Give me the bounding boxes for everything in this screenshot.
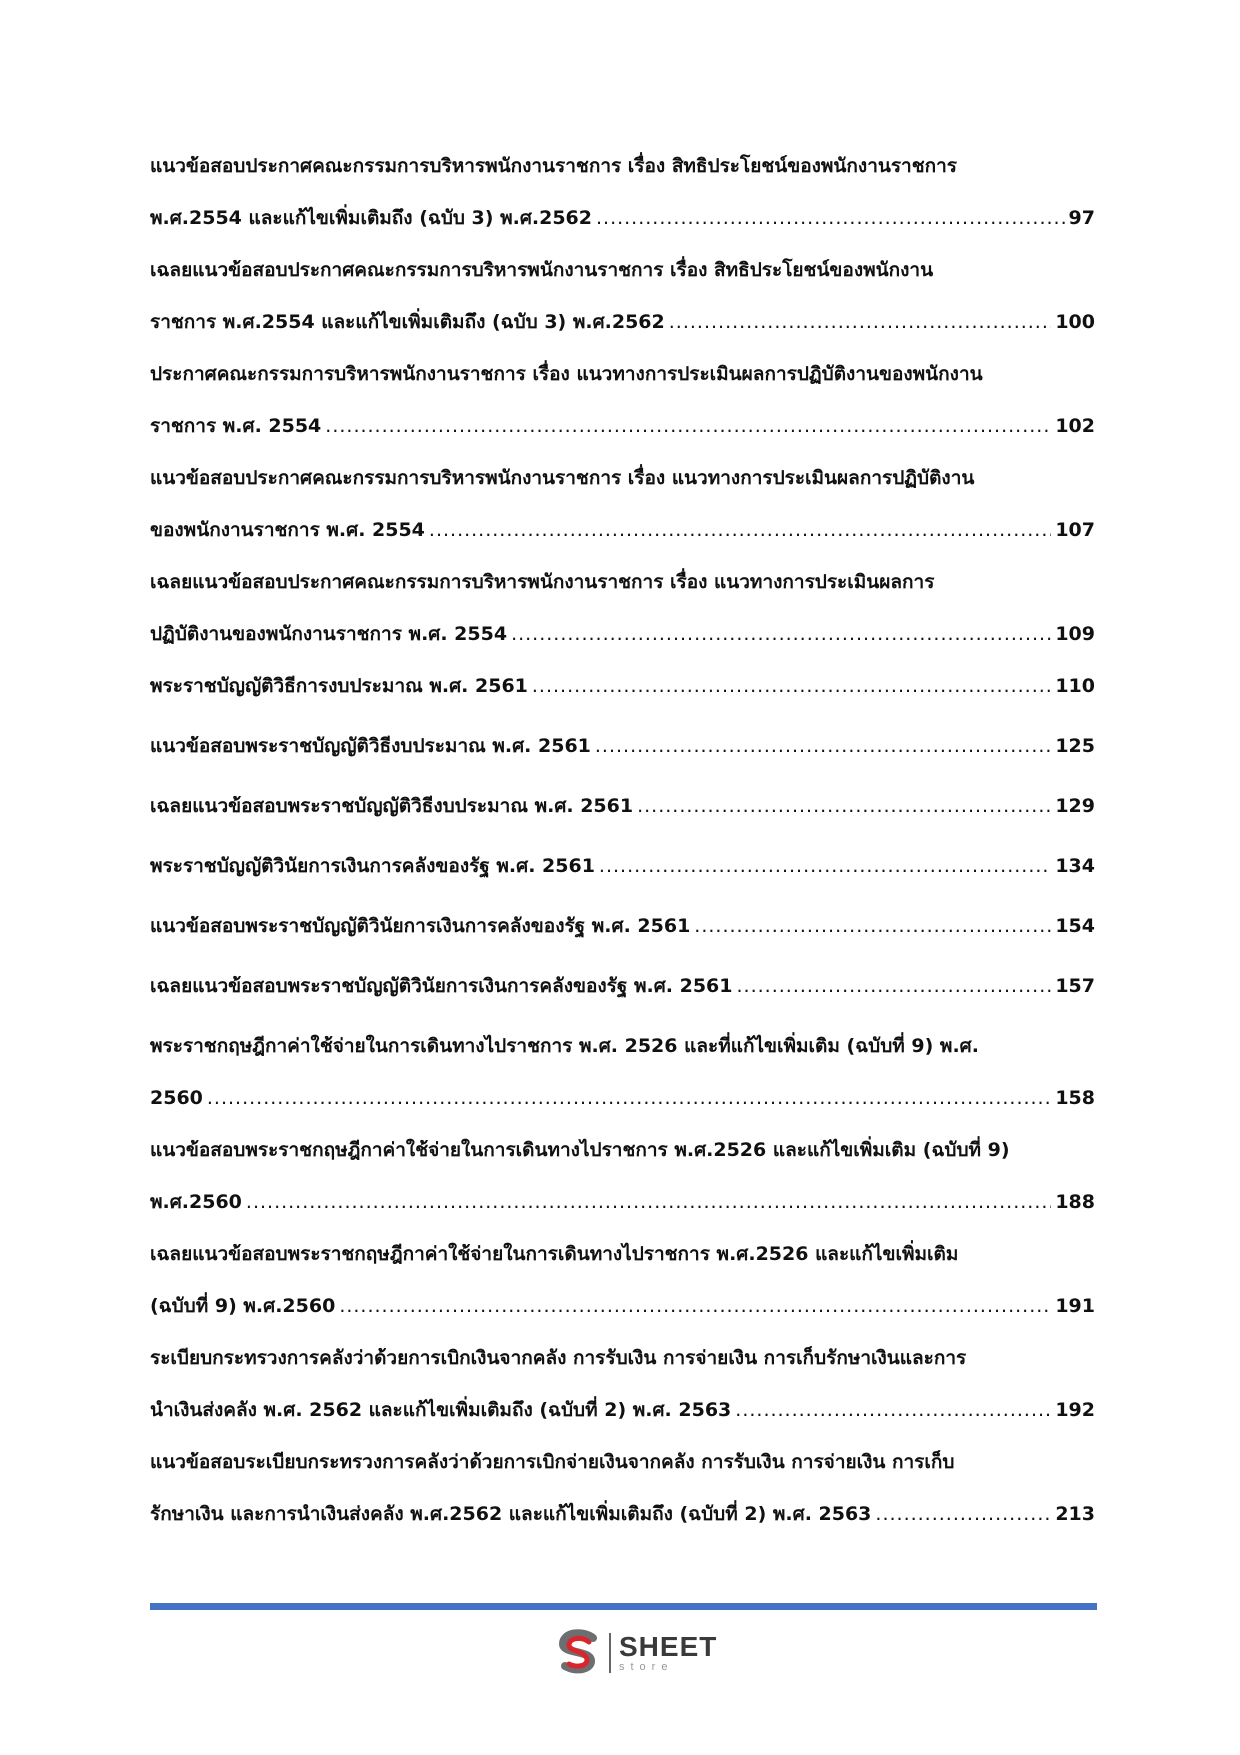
toc-leader-dots bbox=[735, 1384, 1051, 1436]
toc-page-number: 100 bbox=[1055, 311, 1095, 333]
toc-page-number: 188 bbox=[1055, 1191, 1095, 1213]
toc-entry-title-end: รักษาเงิน และการนำเงินส่งคลัง พ.ศ.2562 และแก้ไขเพิ่มเติมถึง (ฉบับที่ 2) พ.ศ. 2563 bbox=[150, 1503, 872, 1525]
toc-entry[interactable] bbox=[150, 1020, 1095, 1124]
toc-entry-title-end: แนวข้อสอบพระราชบัญญัติวิธีงบประมาณ พ.ศ. 2561 bbox=[150, 735, 591, 757]
toc-leader-dots bbox=[339, 1280, 1051, 1332]
toc-page-number: 125 bbox=[1055, 735, 1095, 757]
toc-page-number: 158 bbox=[1055, 1087, 1095, 1109]
sheet-store-logo bbox=[553, 1625, 717, 1681]
toc-leader-dots bbox=[596, 192, 1065, 244]
logo-sub-text: store bbox=[619, 1661, 674, 1673]
toc-entry-title-end: ราชการ พ.ศ. 2554 bbox=[150, 415, 322, 437]
toc-entry-title-line: ระเบียบกระทรวงการคลังว่าด้วยการเบิกเงินจากคลัง การรับเงิน การจ่ายเงิน การเก็บรักษาเงินและการ bbox=[150, 1347, 967, 1369]
sheet-store-s-icon bbox=[553, 1628, 603, 1678]
toc-entry-title-line: เฉลยแนวข้อสอบพระราชกฤษฎีกาค่าใช้จ่ายในการเดินทางไปราชการ พ.ศ.2526 และแก้ไขเพิ่มเติม bbox=[150, 1243, 959, 1265]
toc-entry[interactable] bbox=[150, 1228, 1095, 1332]
toc-entry-title-end: พ.ศ.2554 และแก้ไขเพิ่มเติมถึง (ฉบับ 3) พ.ศ.2562 bbox=[150, 207, 592, 229]
toc-leader-dots bbox=[637, 780, 1051, 832]
toc-page-number: 97 bbox=[1068, 207, 1095, 229]
toc-entry-title-end: (ฉบับที่ 9) พ.ศ.2560 bbox=[150, 1295, 336, 1317]
toc-entry-title-line: พระราชกฤษฎีกาค่าใช้จ่ายในการเดินทางไปราชการ พ.ศ. 2526 และที่แก้ไขเพิ่มเติม (ฉบับที่ 9) พ.ศ. bbox=[150, 1035, 979, 1057]
toc-leader-dots bbox=[599, 840, 1051, 892]
toc-page-number: 192 bbox=[1055, 1399, 1095, 1421]
toc-entry[interactable] bbox=[150, 452, 1095, 556]
toc-entry[interactable] bbox=[150, 556, 1095, 660]
toc-entry[interactable] bbox=[150, 660, 1095, 712]
toc-entry[interactable] bbox=[150, 900, 1095, 952]
toc-entry[interactable] bbox=[150, 140, 1095, 244]
toc-entry-title-end: 2560 bbox=[150, 1087, 203, 1109]
toc-entry[interactable] bbox=[150, 960, 1095, 1012]
toc-entry-title-end: เฉลยแนวข้อสอบพระราชบัญญัติวิธีงบประมาณ พ.ศ. 2561 bbox=[150, 795, 634, 817]
toc-leader-dots bbox=[595, 720, 1051, 772]
toc-page-number: 134 bbox=[1055, 855, 1095, 877]
toc-entry-title-end: พระราชบัญญัติวิธีการงบประมาณ พ.ศ. 2561 bbox=[150, 675, 528, 697]
toc-entry[interactable] bbox=[150, 1436, 1095, 1540]
toc-page-number: 213 bbox=[1055, 1503, 1095, 1525]
toc-entry[interactable] bbox=[150, 1124, 1095, 1228]
toc-leader-dots bbox=[669, 296, 1052, 348]
toc-page-number: 110 bbox=[1055, 675, 1095, 697]
toc-entry[interactable] bbox=[150, 840, 1095, 892]
logo-separator bbox=[609, 1633, 611, 1673]
toc-entry-title-end: พ.ศ.2560 bbox=[150, 1191, 242, 1213]
toc-leader-dots bbox=[511, 608, 1051, 660]
toc-page-number: 157 bbox=[1055, 975, 1095, 997]
toc-entry[interactable] bbox=[150, 1332, 1095, 1436]
toc-entry-title-line: แนวข้อสอบระเบียบกระทรวงการคลังว่าด้วยการเบิกจ่ายเงินจากคลัง การรับเงิน การจ่ายเงิน การเก็บ bbox=[150, 1451, 955, 1473]
toc-page-number: 191 bbox=[1055, 1295, 1095, 1317]
toc-entry-title-line: เฉลยแนวข้อสอบประกาศคณะกรรมการบริหารพนักงานราชการ เรื่อง สิทธิประโยชน์ของพนักงาน bbox=[150, 259, 934, 281]
toc-page-number: 154 bbox=[1055, 915, 1095, 937]
toc-entry-title-end: ปฏิบัติงานของพนักงานราชการ พ.ศ. 2554 bbox=[150, 623, 508, 645]
toc-entry-title-end: แนวข้อสอบพระราชบัญญัติวินัยการเงินการคลังของรัฐ พ.ศ. 2561 bbox=[150, 915, 691, 937]
toc-leader-dots bbox=[737, 960, 1052, 1012]
table-of-contents bbox=[150, 140, 1095, 1540]
toc-entry-title-end: ของพนักงานราชการ พ.ศ. 2554 bbox=[150, 519, 425, 541]
toc-entry[interactable] bbox=[150, 348, 1095, 452]
footer-divider bbox=[150, 1603, 1097, 1610]
toc-entry[interactable] bbox=[150, 720, 1095, 772]
toc-entry-title-end: เฉลยแนวข้อสอบพระราชบัญญัติวินัยการเงินการคลังของรัฐ พ.ศ. 2561 bbox=[150, 975, 733, 997]
toc-leader-dots bbox=[694, 900, 1051, 952]
toc-entry[interactable] bbox=[150, 780, 1095, 832]
toc-entry-title-line: แนวข้อสอบประกาศคณะกรรมการบริหารพนักงานราชการ เรื่อง สิทธิประโยชน์ของพนักงานราชการ bbox=[150, 155, 957, 177]
toc-page-number: 107 bbox=[1055, 519, 1095, 541]
toc-entry-title-end: ราชการ พ.ศ.2554 และแก้ไขเพิ่มเติมถึง (ฉบับ 3) พ.ศ.2562 bbox=[150, 311, 665, 333]
toc-leader-dots bbox=[207, 1072, 1051, 1124]
toc-entry-title-line: แนวข้อสอบประกาศคณะกรรมการบริหารพนักงานราชการ เรื่อง แนวทางการประเมินผลการปฏิบัติงาน bbox=[150, 467, 975, 489]
toc-entry-title-end: นำเงินส่งคลัง พ.ศ. 2562 และแก้ไขเพิ่มเติมถึง (ฉบับที่ 2) พ.ศ. 2563 bbox=[150, 1399, 732, 1421]
toc-leader-dots bbox=[429, 504, 1051, 556]
toc-page-number: 102 bbox=[1055, 415, 1095, 437]
logo-wordmark bbox=[619, 1633, 717, 1673]
toc-leader-dots bbox=[875, 1488, 1051, 1540]
toc-page-number: 109 bbox=[1055, 623, 1095, 645]
logo-main-text: SHEET bbox=[619, 1631, 718, 1662]
toc-leader-dots bbox=[532, 660, 1051, 712]
toc-leader-dots bbox=[246, 1176, 1051, 1228]
toc-entry-title-line: แนวข้อสอบพระราชกฤษฎีกาค่าใช้จ่ายในการเดินทางไปราชการ พ.ศ.2526 และแก้ไขเพิ่มเติม (ฉบับที่ 9) bbox=[150, 1139, 1010, 1161]
toc-entry[interactable] bbox=[150, 244, 1095, 348]
toc-leader-dots bbox=[325, 400, 1051, 452]
toc-entry-title-line: เฉลยแนวข้อสอบประกาศคณะกรรมการบริหารพนักงานราชการ เรื่อง แนวทางการประเมินผลการ bbox=[150, 571, 935, 593]
toc-page-number: 129 bbox=[1055, 795, 1095, 817]
toc-entry-title-line: ประกาศคณะกรรมการบริหารพนักงานราชการ เรื่อง แนวทางการประเมินผลการปฏิบัติงานของพนักงาน bbox=[150, 363, 983, 385]
toc-entry-title-end: พระราชบัญญัติวินัยการเงินการคลังของรัฐ พ.ศ. 2561 bbox=[150, 855, 595, 877]
